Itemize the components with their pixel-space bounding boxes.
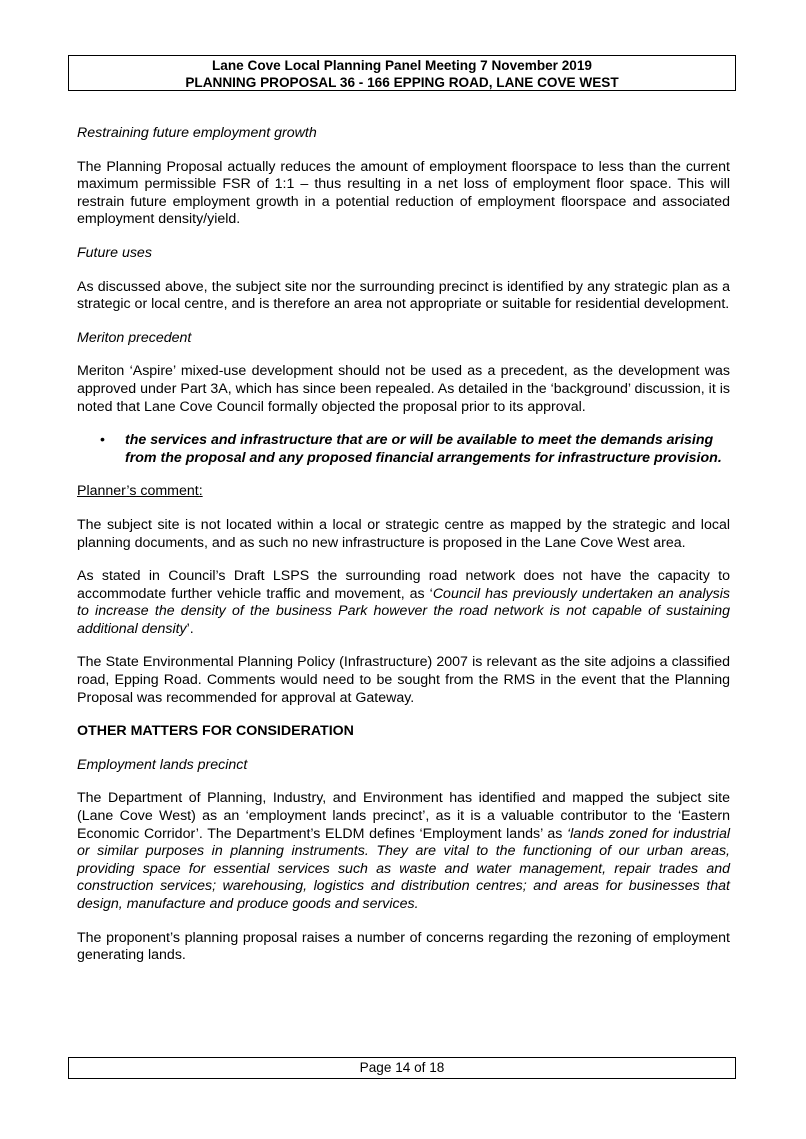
page-header [68,55,736,91]
paragraph-sepp-infrastructure: The State Environmental Planning Policy (Infrastructure) 2007 is relevant as the site adjoins a classified road, Epping Road. Comments would need to be sought from the RMS in the event that the Planning Proposal was recommended for approval at Gateway. [77,654,730,706]
subheading-meriton-precedent: Meriton precedent [77,329,192,346]
paragraph-no-infrastructure: The subject site is not located within a local or strategic centre as mapped by the strategic and local planning documents, and as such no new infrastructure is proposed in the Lane Cove West area. [77,516,730,551]
paragraph-future-uses: As discussed above, the subject site nor the surrounding precinct is identified by any strategic plan as a strategic or local centre, and is therefore an area not appropriate or suitable for residential development. [77,278,730,313]
section-heading-other-matters: OTHER MATTERS FOR CONSIDERATION [77,723,354,740]
paragraph-rezoning-concerns: The proponent’s planning proposal raises a number of concerns regarding the rezoning of employment generating lands. [77,929,730,964]
road-network-text-start: As stated in Council’s Draft LSPS the surrounding road network does not have the capacity to accommodate further vehicle traffic and movement, as ‘ [77,568,730,602]
employment-lands-text-start: The Department of Planning, Industry, and Environment has identified and mapped the subject site (Lane Cove West) as an ‘employment lands precinct’, as it is a valuable contributor to the ‘Eastern Economic Corridor’. The Department’s ELDM defines ‘Employment lands’ as [77,790,730,842]
page-footer [68,1057,736,1079]
paragraph-meriton-precedent: Meriton ‘Aspire’ mixed-use development should not be used as a precedent, as the development was approved under Part 3A, which has since been repealed. As detailed in the ‘background’ discussion, it is noted that Lane Cove Council formally objected the proposal prior to its approval. [77,363,730,415]
bullet-item-infrastructure [77,432,730,467]
page-number: Page 14 of 18 [359,1060,445,1075]
header-proposal-title: PLANNING PROPOSAL 36 - 166 EPPING ROAD, LANE COVE WEST [185,75,619,90]
bullet-marker: • [100,432,105,449]
road-network-text-end: ’. [186,620,194,637]
subheading-employment-lands: Employment lands precinct [77,756,248,773]
subheading-future-uses: Future uses [77,244,152,261]
paragraph-road-network [77,568,730,638]
bullet-text: the services and infrastructure that are or will be available to meet the demands arising from the proposal and any proposed financial arrangements for infrastructure provision. [125,432,722,466]
header-meeting-title: Lane Cove Local Planning Panel Meeting 7 November 2019 [212,58,592,73]
road-network-quote: Council has previously undertaken an analysis to increase the density of the business Park however the road network is not capable of sustaining additional density [77,585,730,637]
paragraph-employment-lands [77,790,730,913]
document-body [77,125,730,981]
planner-comment-label: Planner’s comment: [77,483,203,500]
paragraph-restraining-growth: The Planning Proposal actually reduces the amount of employment floorspace to less than the current maximum permissible FSR of 1:1 – thus resulting in a net loss of employment floor space. This will restrain future employment growth in a potential reduction of employment floorspace and associated employment density/yield. [77,158,730,228]
subheading-restraining-growth: Restraining future employment growth [77,125,317,141]
employment-lands-quote: ‘lands zoned for industrial or similar purposes in planning instruments. They are vital to the functioning of our urban areas, providing space for essential services such as waste and water management, repair trades and construction services; warehousing, logistics and distribution centres; and areas for businesses that design, manufacture and produce goods and services. [77,825,730,912]
